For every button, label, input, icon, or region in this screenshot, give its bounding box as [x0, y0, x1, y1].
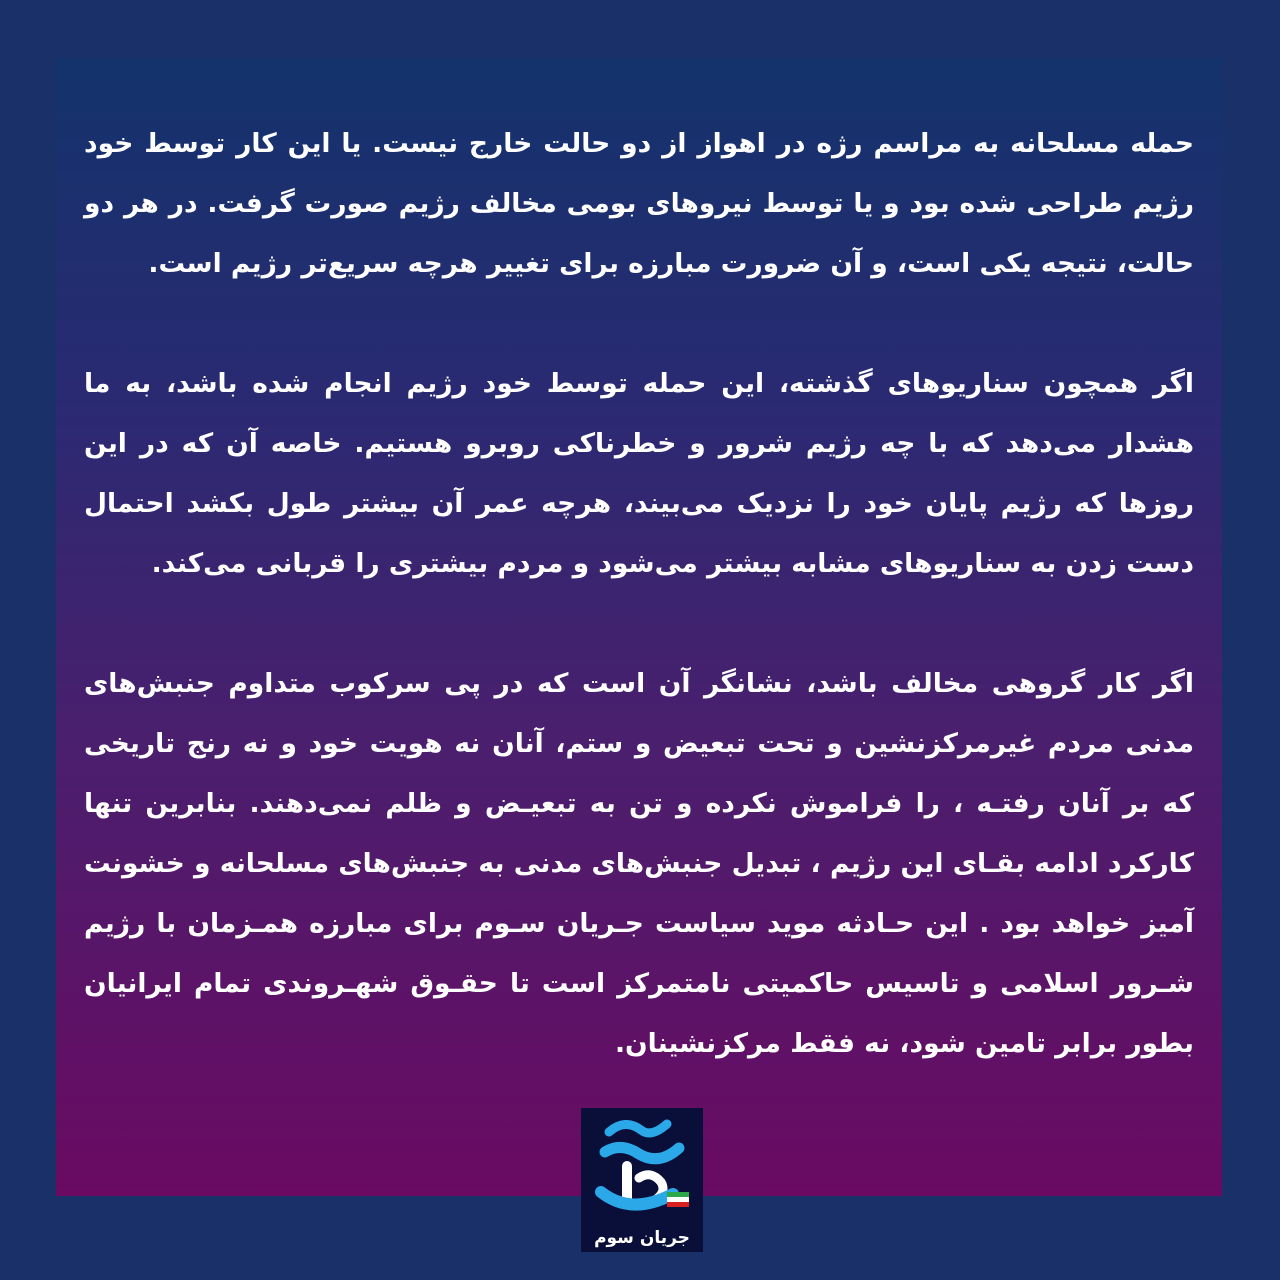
paragraph-3: اگر کار گروهی مخالف باشد، نشانگر آن است که در پی سرکوب متداوم جنبش‌های مدنی مردم غیرمرکزنشین و تحت تبعیض و ستم، آنان نه هویت خود و نه رنج تاریخی که بر آنان رفتـه ، را فراموش نکرده و تن به تبعیـض و ظلم نمی‌دهند. بنابرین تنها کارکرد ادامه بقـای این رژیم ، تبدیل جنبش‌های مدنی به جنبش‌های مسلحانه و خشونت آمیز خواهد بود . این حـادثه موید سیاست جـریان سـوم برای مبارزه همـزمان با رژیم شـرور اسلامی و تاسیس حاکمیتی نامتمرکز است تا حقـوق شهـروندی تمام ایرانیان بطور برابر تامین شود، نه فقط مرکزنشینان.: [84, 668, 1194, 1059]
logo: [581, 1108, 703, 1252]
statement-panel: [56, 58, 1222, 1196]
paragraph-1: حمله مسلحانه به مراسم رژه در اهواز از دو حالت خارج نیست. یا این کار توسط خود رژیم طراحی شده بود و یا توسط نیروهای بومی مخالف رژیم صورت گرفت. در هر دو حالت، نتیجه یکی است، و آن ضرورت مبارزه برای تغییر هرچه سریع‌تر رژیم است.: [84, 128, 1194, 279]
paragraph-2: اگر همچون سناریوهای گذشته، این حمله توسط خود رژیم انجام شده باشد، به ما هشدار می‌دهد که با چه رژیم شرور و خطرناکی روبرو هستیم. خاصه آن که در این روزها که رژیم پایان خود را نزدیک می‌بیند، هرچه عمر آن بیشتر طول بکشد احتمال دست زدن به سناریوهای مشابه بیشتر می‌شود و مردم بیشتری را قربانی می‌کند.: [84, 368, 1194, 579]
logo-caption: جریان سوم: [594, 1228, 690, 1248]
statement-text: [84, 114, 1194, 1074]
